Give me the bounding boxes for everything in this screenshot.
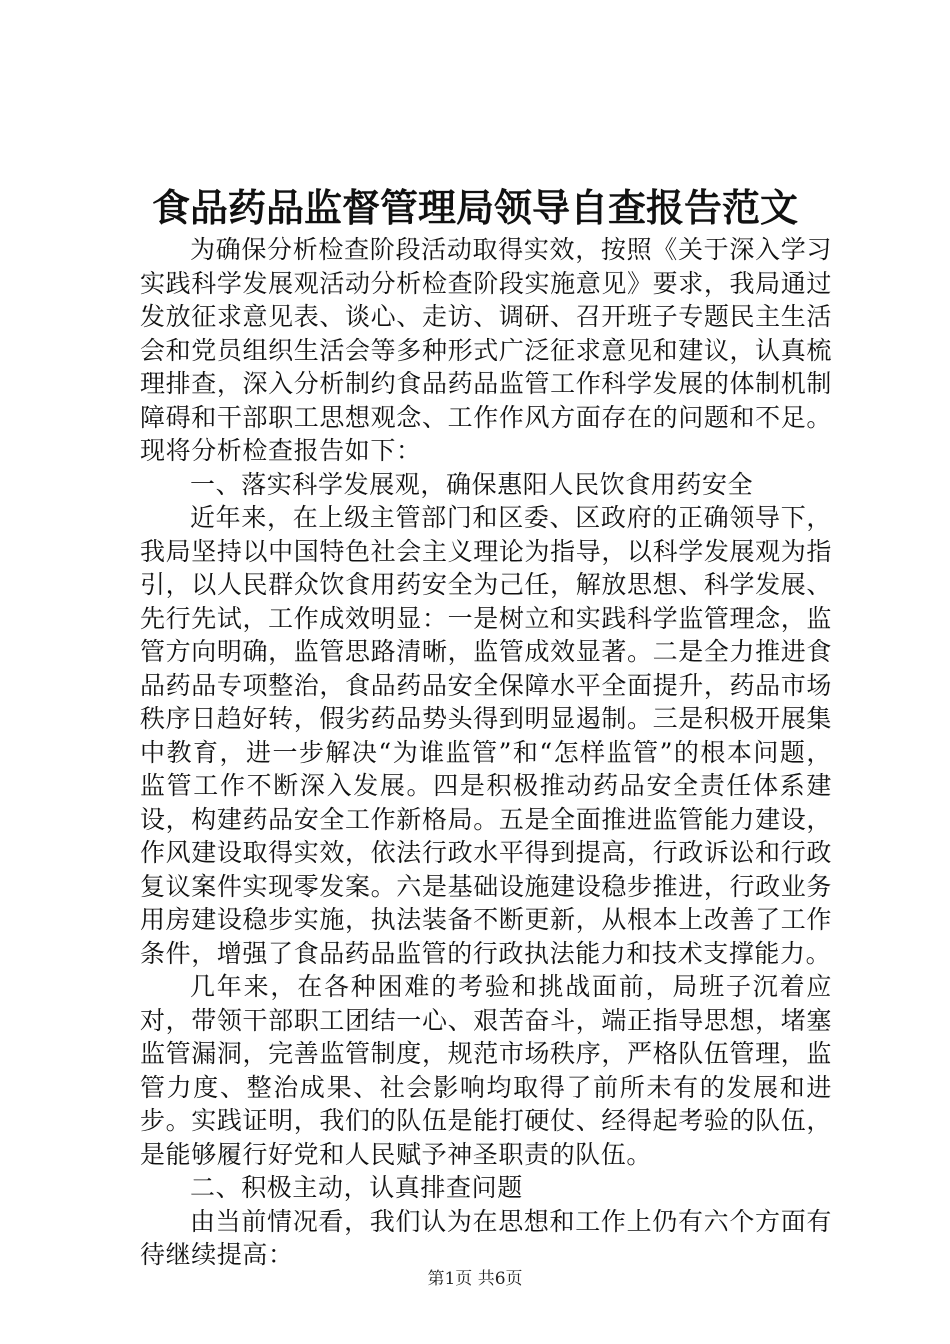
page-number: 第1页 共6页	[427, 1269, 523, 1289]
document-body	[140, 233, 832, 1272]
section-heading-2: 二、积极主动，认真排查问题	[190, 1173, 523, 1202]
paragraph-problems: 由当前情况看，我们认为在思想和工作上仍有六个方面有待继续提高：	[140, 1206, 832, 1269]
section-heading-1: 一、落实科学发展观，确保惠阳人民饮食用药安全	[190, 469, 754, 499]
paragraph-achievements: 近年来，在上级主管部门和区委、区政府的正确领导下，我局坚持以中国特色社会主义理论为指导，以科学发展观为指引，以人民群众饮食用药安全为己任，解放思想、科学发展、先行先试，工作成效明显：一是树立和实践科学监管理念，监管方向明确，监管思路清晰，监管成效显著。二是全力推进食品药品专项整治，食品药品安全保障水平全面提升，药品市场秩序日趋好转，假劣药品势头得到明显遏制。三是积极开展集中教育，进一步解决“为谁监管”和“怎样监管”的根本问题，监管工作不断深入发展。四是积极推动药品安全责任体系建设，构建药品安全工作新格局。五是全面推进监管能力建设，作风建设取得实效，依法行政水平得到提高，行政诉讼和行政复议案件实现零发案。六是基础设施建设稳步推进，行政业务用房建设稳步实施，执法装备不断更新，从根本上改善了工作条件，增强了食品药品监管的行政执法能力和技术支撑能力。	[140, 503, 832, 968]
paragraph-team: 几年来，在各种困难的考验和挑战面前，局班子沉着应对，带领干部职工团结一心、艰苦奋斗，端正指导思想，堵塞监管漏洞，完善监管制度，规范市场秩序，严格队伍管理，监管力度、整治成果、社会影响均取得了前所未有的发展和进步。实践证明，我们的队伍是能打硬仗、经得起考验的队伍，是能够履行好党和人民赋予神圣职责的队伍。	[140, 972, 832, 1169]
document-title: 食品药品监督管理局领导自查报告范文	[151, 185, 798, 230]
paragraph-intro: 为确保分析检查阶段活动取得实效，按照《关于深入学习实践科学发展观活动分析检查阶段实施意见》要求，我局通过发放征求意见表、谈心、走访、调研、召开班子专题民主生活会和党员组织生活会等多种形式广泛征求意见和建议，认真梳理排查，深入分析制约食品药品监管工作科学发展的体制机制障碍和干部职工思想观念、工作作风方面存在的问题和不足。现将分析检查报告如下：	[140, 235, 832, 465]
